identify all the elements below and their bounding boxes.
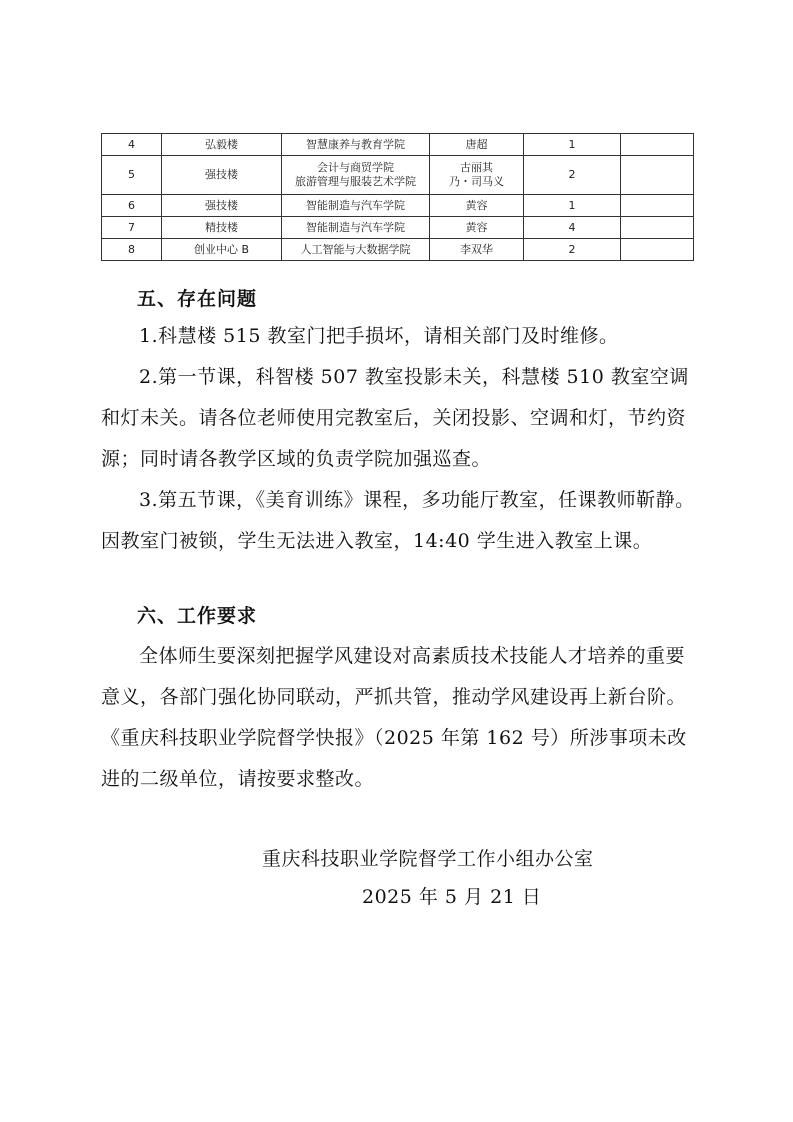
- college-cell-line: 智能制造与汽车学院: [306, 198, 405, 212]
- college-cell: [282, 239, 430, 261]
- responsible-person-cell-line: 黄容: [465, 220, 488, 234]
- issue-item-2: 2.第一节课，科智楼 507 教室投影未关，科慧楼 510 教室空调和灯未关。请各位老师使用完教室后，关闭投影、空调和灯，节约资源；同时请各教学区域的负责学院加强巡查。: [101, 366, 689, 470]
- row-number-cell: [102, 217, 162, 239]
- extra-cell: [621, 195, 694, 217]
- row-number-cell: [102, 134, 162, 156]
- count-cell: [524, 195, 621, 217]
- college-cell-line: 会计与商贸学院: [317, 161, 394, 174]
- count-cell-line: 1: [568, 198, 576, 212]
- building-cell: [162, 239, 282, 261]
- requirements-paragraph: 全体师生要深刻把握学风建设对高素质技术技能人才培养的重要意义，各部门强化协同联动，严抓共管，推动学风建设再上新台阶。《重庆科技职业学院督学快报》（2025 年第 162 号）所涉事项未改进的二级单位，请按要求整改。: [101, 645, 687, 790]
- count-cell-line: 1: [568, 137, 576, 151]
- building-cell-line: 强技楼: [205, 198, 238, 212]
- extra-cell: [621, 217, 694, 239]
- building-cell-line: 创业中心 B: [193, 242, 250, 256]
- college-cell-line: 旅游管理与服装艺术学院: [295, 175, 416, 188]
- college-cell: [282, 156, 430, 195]
- count-cell-line: 4: [568, 220, 576, 234]
- building-cell: [162, 195, 282, 217]
- building-cell: [162, 156, 282, 195]
- row-number-cell-line: 4: [128, 137, 135, 151]
- count-cell-line: 2: [568, 168, 576, 181]
- row-number-cell: [102, 239, 162, 261]
- section-5-heading: 五、存在问题: [137, 288, 258, 310]
- section-5-body: [101, 316, 701, 562]
- responsible-person-cell-line: 古丽其: [460, 161, 493, 174]
- section-6-body: [101, 636, 701, 800]
- row-number-cell-line: 7: [128, 220, 135, 234]
- building-cell-line: 精技楼: [205, 220, 238, 234]
- table-row: [102, 195, 694, 217]
- extra-cell: [621, 239, 694, 261]
- college-cell: [282, 134, 430, 156]
- table-row: [102, 156, 694, 195]
- responsible-person-cell-line: 黄容: [465, 198, 488, 212]
- table-row: [102, 217, 694, 239]
- building-cell: [162, 217, 282, 239]
- building-cell-line: 弘毅楼: [205, 137, 238, 151]
- table-row: [102, 134, 694, 156]
- table-row: [102, 239, 694, 261]
- extra-cell: [621, 156, 694, 195]
- count-cell: [524, 134, 621, 156]
- issue-item-1: 1.科慧楼 515 教室门把手损坏，请相关部门及时维修。: [139, 325, 619, 347]
- count-cell: [524, 156, 621, 195]
- building-inspection-table: [101, 133, 694, 261]
- responsible-person-cell-line: 乃・司马义: [449, 175, 504, 188]
- college-cell-line: 智能制造与汽车学院: [306, 220, 405, 234]
- issue-item-3: 3.第五节课，《美育训练》课程，多功能厅教室，任课教师靳静。因教室门被锁，学生无法进入教室，14:40 学生进入教室上课。: [101, 489, 695, 552]
- section-6-heading: 六、工作要求: [137, 605, 258, 627]
- building-cell-line: 强技楼: [205, 168, 238, 181]
- count-cell: [524, 217, 621, 239]
- responsible-person-cell-line: 李双华: [460, 242, 493, 256]
- college-cell-line: 人工智能与大数据学院: [300, 242, 411, 256]
- extra-cell: [621, 134, 694, 156]
- responsible-person-cell-line: 唐超: [465, 137, 488, 151]
- college-cell-line: 智慧康养与教育学院: [306, 137, 405, 151]
- row-number-cell: [102, 156, 162, 195]
- college-cell: [282, 217, 430, 239]
- responsible-person-cell: [430, 195, 524, 217]
- responsible-person-cell: [430, 217, 524, 239]
- count-cell-line: 2: [568, 242, 576, 256]
- responsible-person-cell: [430, 239, 524, 261]
- row-number-cell-line: 5: [128, 168, 135, 181]
- building-cell: [162, 134, 282, 156]
- row-number-cell-line: 6: [128, 198, 135, 212]
- issue-date: 2025 年 5 月 21 日: [362, 886, 542, 908]
- issuing-office: 重庆科技职业学院督学工作小组办公室: [262, 848, 594, 870]
- responsible-person-cell: [430, 134, 524, 156]
- row-number-cell-line: 8: [128, 242, 135, 256]
- count-cell: [524, 239, 621, 261]
- row-number-cell: [102, 195, 162, 217]
- college-cell: [282, 195, 430, 217]
- responsible-person-cell: [430, 156, 524, 195]
- table-body: [102, 134, 694, 261]
